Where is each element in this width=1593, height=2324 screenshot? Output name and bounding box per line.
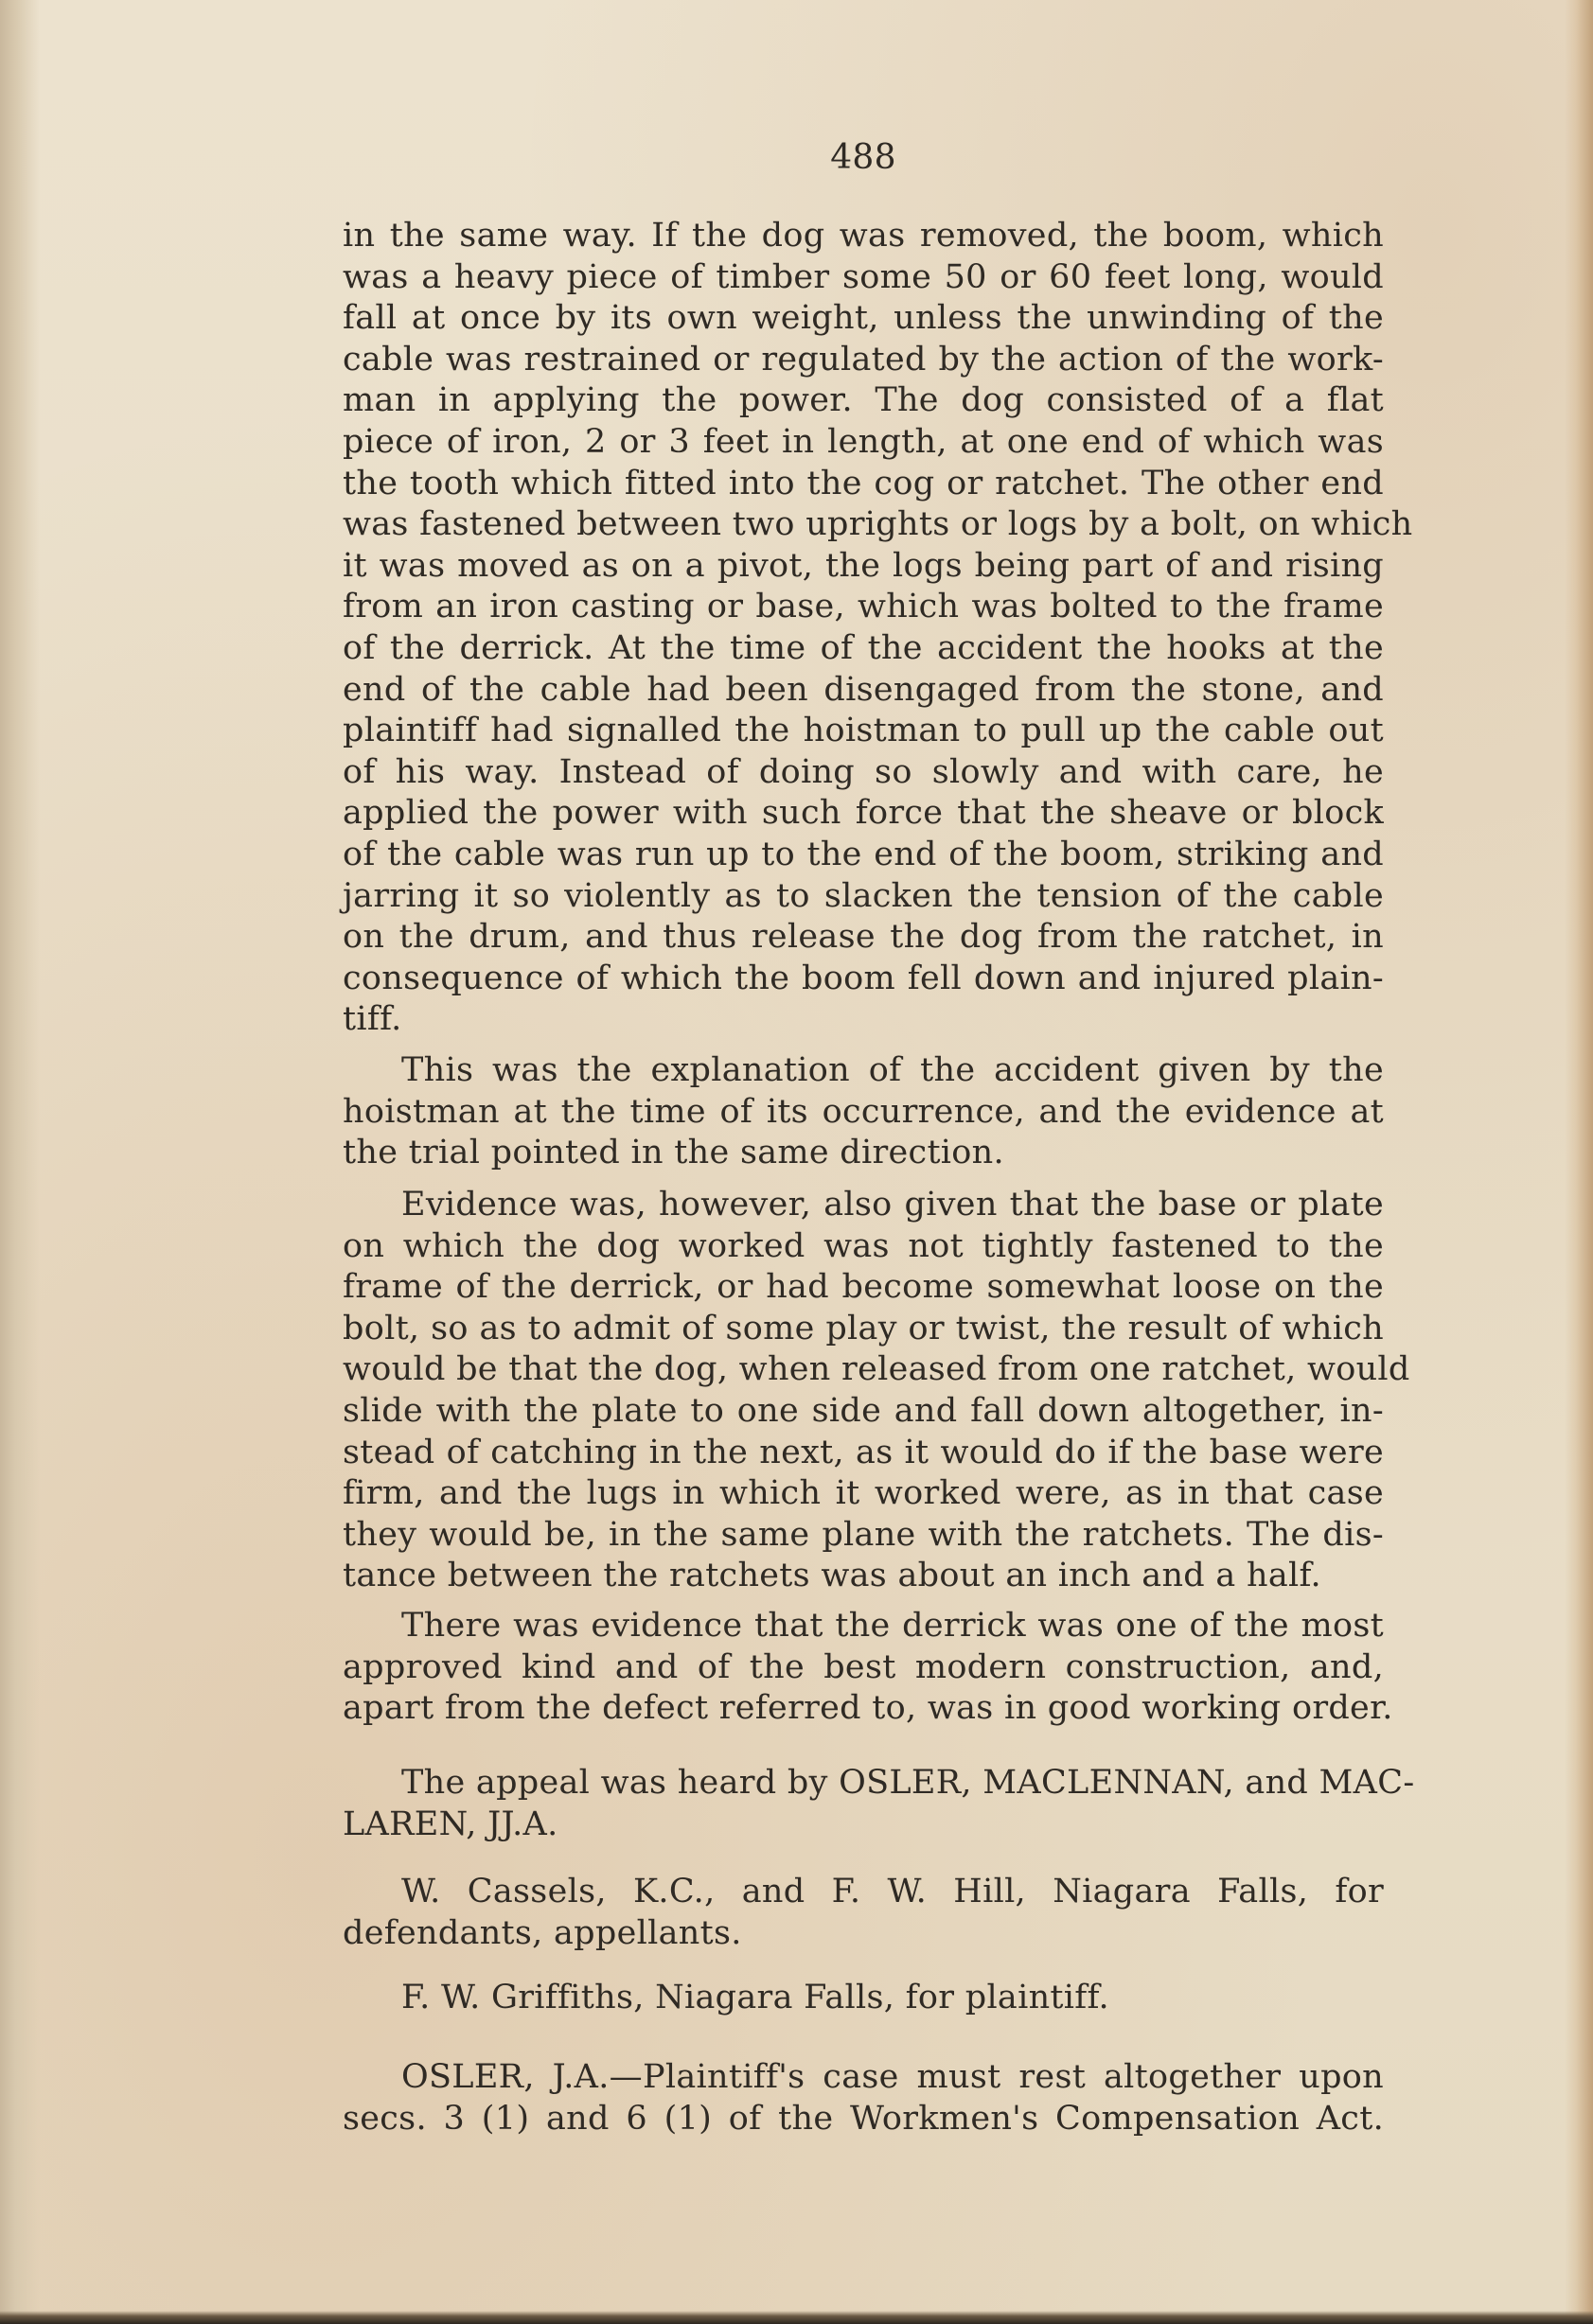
page-edge-stain: [1565, 0, 1593, 2324]
text-line: on the drum, and thus release the dog from the ratchet, in: [343, 918, 1384, 957]
text-line: was fastened between two uprights or logs by a bolt, on which: [343, 505, 1413, 544]
text-line: fall at once by its own weight, unless the unwinding of the: [343, 299, 1384, 338]
paragraph-continuation: [343, 216, 1413, 1041]
text-line: man in applying the power. The dog consisted of a flat: [343, 381, 1384, 420]
text-line: stead of catching in the next, as it would do if the base were: [343, 1433, 1384, 1471]
text-line: hoistman at the time of its occurrence, and the evidence at: [343, 1092, 1384, 1131]
paragraph: [343, 1050, 1384, 1174]
paragraph: [343, 1185, 1410, 1597]
text-line: jarring it so violently as to slacken the tension of the cable: [343, 876, 1384, 915]
paragraph-counsel-plaintiff: [343, 1978, 1384, 2019]
text-line: end of the cable had been disengaged from the stone, and: [343, 670, 1384, 709]
text-line: F. W. Griffiths, Niagara Falls, for plaintiff.: [401, 1979, 1109, 2016]
text-line: frame of the derrick, or had become somewhat loose on the: [343, 1268, 1384, 1307]
text-line: on which the dog worked was not tightly fastened to the: [343, 1226, 1384, 1265]
text-line: applied the power with such force that the sheave or block: [343, 794, 1384, 833]
text-line: approved kind and of the best modern construction, and,: [343, 1647, 1384, 1686]
page-gutter-shadow: [0, 0, 40, 2324]
text-line: defendants, appellants.: [343, 1913, 742, 1952]
text-line: it was moved as on a pivot, the logs being part of and rising: [343, 546, 1384, 585]
paragraph-counsel-defendants: [343, 1872, 1384, 1954]
text-line: This was the explanation of the accident given by the: [401, 1051, 1384, 1089]
text-line: plaintiff had signalled the hoistman to pull up the cable out: [343, 712, 1384, 750]
text-line: apart from the defect referred to, was in good working order.: [343, 1689, 1393, 1728]
page-bottom-edge: [0, 2311, 1593, 2324]
text-line: in the same way. If the dog was removed, the boom, which: [343, 217, 1384, 255]
text-line: slide with the plate to one side and fall down altogether, in-: [343, 1391, 1384, 1430]
text-line: of his way. Instead of doing so slowly and with care, he: [343, 752, 1384, 791]
text-line: firm, and the lugs in which it worked were, as in that case: [343, 1474, 1384, 1513]
text-line: of the derrick. At the time of the accident the hooks at the: [343, 628, 1384, 667]
text-line: from an iron casting or base, which was bolted to the frame: [343, 588, 1384, 626]
paragraph-judgment: [343, 2057, 1384, 2139]
text-line: of the cable was run up to the end of the boom, striking and: [343, 835, 1384, 873]
text-line: was a heavy piece of timber some 50 or 60 feet long, would: [343, 257, 1384, 296]
text-line: cable was restrained or regulated by the action of the work-: [343, 340, 1384, 379]
paragraph-bench: [343, 1763, 1415, 1845]
text-line: Evidence was, however, also given that the base or plate: [401, 1186, 1384, 1224]
text-line: the trial pointed in the same direction.: [343, 1134, 1004, 1172]
text-line: tiff.: [343, 1000, 402, 1039]
text-line: the tooth which fitted into the cog or ratchet. The other end: [343, 464, 1384, 502]
text-line: tance between the ratchets was about an inch and a half.: [343, 1557, 1321, 1595]
text-line: There was evidence that the derrick was one of the most: [401, 1607, 1384, 1645]
text-line: W. Cassels, K.C., and F. W. Hill, Niagara Falls, for: [401, 1873, 1384, 1910]
text-line: LAREN, JJ.A.: [343, 1805, 558, 1843]
paragraph: [343, 1606, 1393, 1730]
text-line: would be that the dog, when released from one ratchet, would: [343, 1350, 1410, 1389]
text-line: piece of iron, 2 or 3 feet in length, at one end of which was: [343, 422, 1384, 461]
page-number: 488: [830, 138, 896, 177]
text-line: The appeal was heard by OSLER, MACLENNAN, and MAC-: [401, 1764, 1415, 1802]
text-line: consequence of which the boom fell down and injured plain-: [343, 959, 1384, 997]
text-line: they would be, in the same plane with the ratchets. The dis-: [343, 1515, 1384, 1554]
text-line: secs. 3 (1) and 6 (1) of the Workmen's Compensation Act.: [343, 2099, 1384, 2138]
text-line: OSLER, J.A.—Plaintiff's case must rest altogether upon: [401, 2058, 1384, 2096]
text-line: bolt, so as to admit of some play or twist, the result of which: [343, 1309, 1384, 1347]
